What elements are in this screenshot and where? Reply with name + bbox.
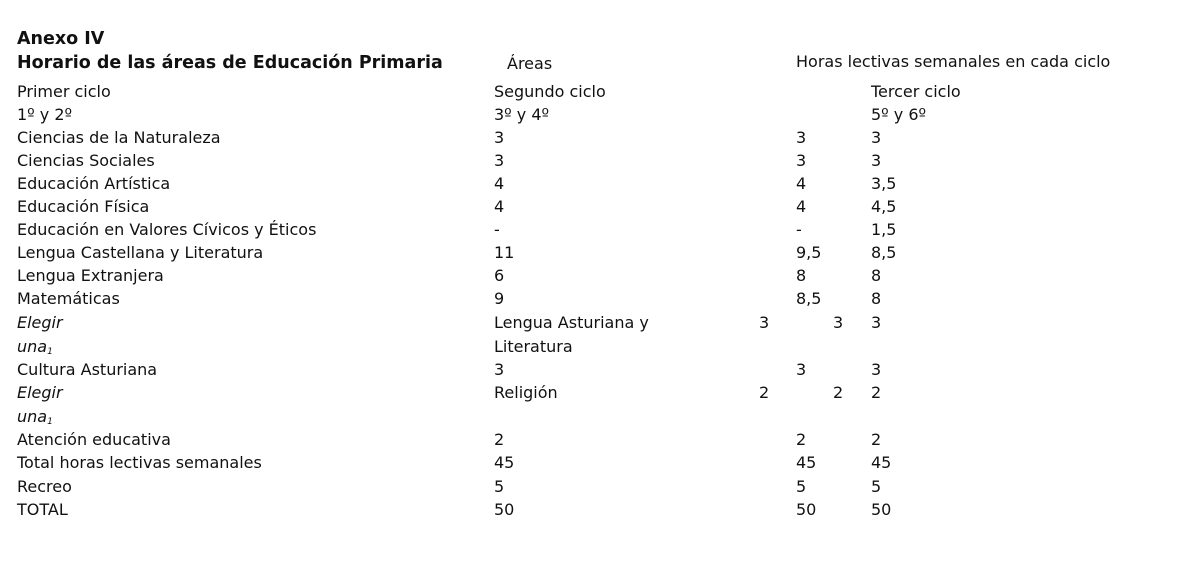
second-cycle-header: Segundo ciclo [494,82,606,101]
area-name-line2: Literatura [494,337,573,356]
cycle-2-hours: 8 [796,266,807,285]
cycle-2-hours: 2 [833,383,844,402]
area-name: Recreo [17,477,72,496]
cycle-1-hours: 3 [494,151,505,170]
second-cycle-grades: 3º y 4º [494,105,550,124]
cycle-3-hours: 3 [871,360,882,379]
cycle-1-hours: 2 [759,383,770,402]
area-name: Ciencias de la Naturaleza [17,128,221,147]
cycle-2-hours: 45 [796,453,817,472]
cycle-1-hours: 50 [494,500,515,519]
cycle-2-hours: 5 [796,477,807,496]
cycle-3-hours: 2 [871,383,882,402]
cycle-1-hours: 4 [494,197,505,216]
area-name: Ciencias Sociales [17,151,155,170]
footnote-marker: 1 [47,347,53,357]
cycle-3-hours: 1,5 [871,220,897,239]
cycle-3-hours: 3 [871,128,882,147]
cycle-2-hours: - [796,220,802,239]
cycle-2-hours: 3 [796,128,807,147]
area-name: Matemáticas [17,289,120,308]
cycle-1-hours: 3 [494,360,505,379]
cycle-1-hours: - [494,220,500,239]
cycle-2-hours: 3 [796,360,807,379]
cycle-1-hours: 3 [759,313,770,332]
cycle-3-hours: 50 [871,500,892,519]
cycle-1-hours: 3 [494,128,505,147]
area-name: Lengua Asturiana y [494,313,649,332]
cycle-2-hours: 3 [796,151,807,170]
cycle-2-hours: 4 [796,197,807,216]
cycle-2-hours: 3 [833,313,844,332]
area-name: Educación en Valores Cívicos y Éticos [17,220,317,239]
choose-label: Elegir [17,313,63,332]
cycle-3-hours: 3 [871,313,882,332]
choose-label-line2: una$_1$ [17,337,53,357]
area-name: Educación Física [17,197,150,216]
hours-header: Horas lectivas semanales en cada ciclo [796,52,1111,71]
cycle-1-hours: 9 [494,289,505,308]
cycle-1-hours: 4 [494,174,505,193]
area-name: TOTAL [17,500,68,519]
cycle-3-hours: 3,5 [871,174,897,193]
area-name: Cultura Asturiana [17,360,158,379]
cycle-3-hours: 4,5 [871,197,897,216]
cycle-3-hours: 8,5 [871,243,897,262]
cycle-3-hours: 5 [871,477,882,496]
footnote-marker: 1 [47,417,53,427]
area-name: Lengua Castellana y Literatura [17,243,264,262]
first-cycle-header: Primer ciclo [17,82,111,101]
areas-header: Áreas [507,54,553,73]
cycle-3-hours: 8 [871,289,882,308]
cycle-3-hours: 3 [871,151,882,170]
cycle-1-hours: 6 [494,266,505,285]
third-cycle-grades: 5º y 6º [871,105,927,124]
area-name: Atención educativa [17,430,171,449]
cycle-2-hours: 4 [796,174,807,193]
area-name: Lengua Extranjera [17,266,164,285]
annex-title: Anexo IV [17,29,105,49]
third-cycle-header: Tercer ciclo [871,82,961,101]
area-name: Religión [494,383,558,402]
cycle-1-hours: 2 [494,430,505,449]
cycle-1-hours: 45 [494,453,515,472]
cycle-2-hours: 9,5 [796,243,822,262]
area-name: Total horas lectivas semanales [17,453,262,472]
choose-label: Elegir [17,383,63,402]
cycle-1-hours: 11 [494,243,515,262]
cycle-2-hours: 2 [796,430,807,449]
cycle-3-hours: 8 [871,266,882,285]
cycle-3-hours: 2 [871,430,882,449]
document-title: Horario de las áreas de Educación Primaria [17,53,443,73]
cycle-1-hours: 5 [494,477,505,496]
cycle-2-hours: 50 [796,500,817,519]
cycle-3-hours: 45 [871,453,892,472]
area-name: Educación Artística [17,174,171,193]
choose-label-line2: una$_1$ [17,407,53,427]
first-cycle-grades: 1º y 2º [17,105,73,124]
cycle-2-hours: 8,5 [796,289,822,308]
